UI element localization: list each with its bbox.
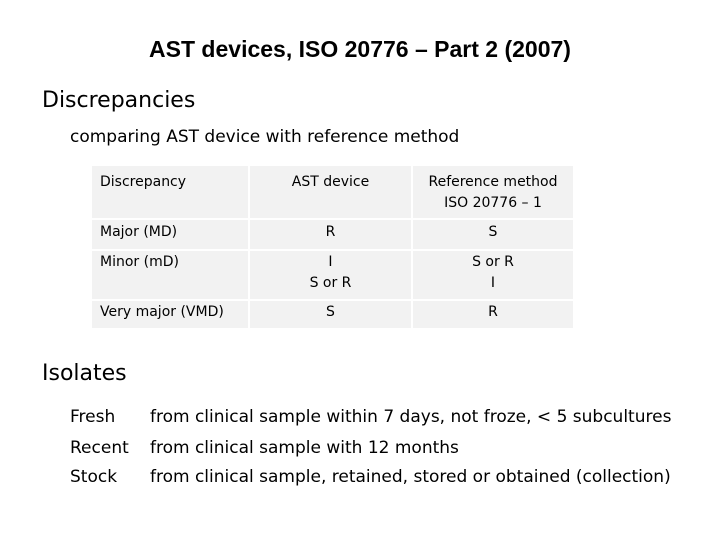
table-divider (92, 218, 573, 220)
header-reference-method: Reference method (428, 174, 558, 190)
row-major-type: Major (MD) (100, 224, 178, 240)
header-discrepancy: Discrepancy (100, 174, 187, 190)
header-reference-standard: ISO 20776 – 1 (444, 195, 542, 211)
row-minor-type: Minor (mD) (100, 254, 179, 270)
header-ast-device: AST device (291, 174, 370, 190)
row-minor-ref-1: S or R (472, 254, 514, 270)
discrepancies-heading: Discrepancies (42, 88, 196, 113)
row-major-ast: R (325, 224, 336, 240)
isolate-term-recent: Recent (70, 438, 129, 458)
isolate-term-fresh: Fresh (70, 407, 116, 427)
row-minor-ast-1: I (328, 254, 333, 270)
discrepancies-subtitle: comparing AST device with reference method (70, 127, 460, 147)
table-divider (92, 249, 573, 251)
row-very-major-type: Very major (VMD) (100, 304, 224, 320)
isolate-definition-fresh: from clinical sample within 7 days, not froze, < 5 subcultures (150, 407, 672, 427)
row-very-major-ref: R (488, 304, 498, 320)
row-minor-ast-2: S or R (309, 275, 352, 291)
isolates-heading: Isolates (42, 361, 127, 386)
slide-title: AST devices, ISO 20776 – Part 2 (2007) (149, 36, 571, 62)
table-divider (92, 299, 573, 301)
row-very-major-ast: S (326, 304, 335, 320)
discrepancy-table (92, 166, 573, 328)
row-minor-ref-2: I (490, 275, 496, 291)
isolate-definition-stock: from clinical sample, retained, stored or obtained (collection) (150, 467, 671, 487)
row-major-ref: S (488, 224, 498, 240)
isolate-definition-recent: from clinical sample with 12 months (150, 438, 459, 458)
isolate-term-stock: Stock (70, 467, 118, 487)
